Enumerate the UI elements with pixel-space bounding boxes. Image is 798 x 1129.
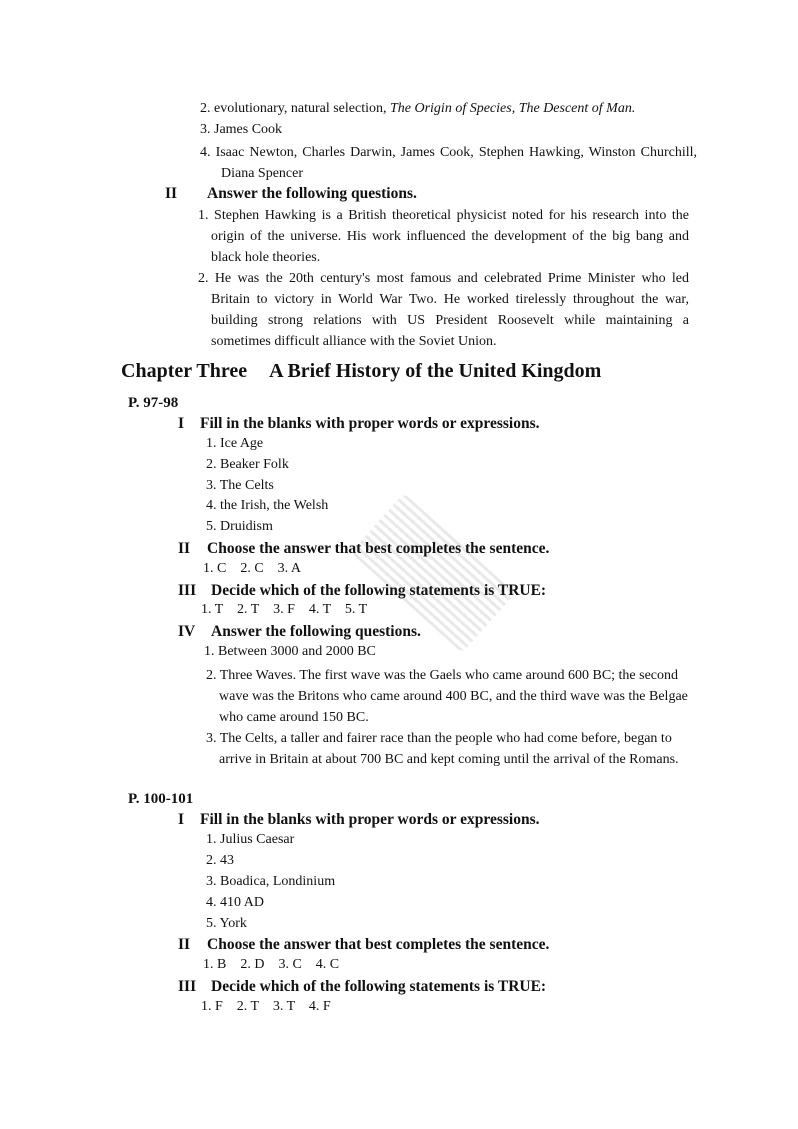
section-number: I	[178, 415, 185, 432]
list-item: 5. Druidism	[206, 519, 273, 534]
section-title: Choose the answer that best completes the sentence.	[207, 540, 550, 557]
list-item: 3. Boadica, Londinium	[206, 874, 336, 889]
page-reference: P. 100-101	[128, 791, 194, 807]
list-item: 1. Ice Age	[206, 436, 264, 451]
page-reference: P. 97-98	[128, 395, 179, 411]
list-item: 5. York	[206, 916, 247, 931]
list-item: 4. 410 AD	[206, 895, 264, 910]
section-number: II	[178, 540, 191, 557]
answer-key: 1. F 2. T 3. T 4. F	[201, 999, 331, 1014]
answer-text: 2. evolutionary, natural selection,	[200, 101, 390, 116]
list-item: 1. Julius Caesar	[206, 832, 295, 847]
section-heading	[178, 623, 421, 641]
list-item: 4. the Irish, the Welsh	[206, 498, 329, 513]
chapter-label: Chapter Three	[121, 360, 248, 382]
section-title: Choose the answer that best completes the sentence.	[207, 936, 550, 953]
answer-key: 1. C 2. C 3. A	[203, 561, 302, 576]
section-number: II	[165, 185, 178, 202]
section-number: IV	[178, 623, 196, 640]
section-title: Fill in the blanks with proper words or expressions.	[200, 811, 540, 828]
book-titles: The Origin of Species, The Descent of Man.	[389, 101, 636, 116]
answer-paragraph: 2. Three Waves. The first wave was the Gaels who came around 600 BC; the second wave was the Britons who came around 400 BC, and the third wave was the Belgae who came around 150 BC.	[206, 668, 688, 725]
list-item: 3. The Celts	[206, 478, 274, 493]
section-title: Decide which of the following statements is TRUE:	[211, 582, 547, 599]
answer-item	[200, 101, 635, 117]
chapter-title: A Brief History of the United Kingdom	[269, 360, 602, 382]
answer-paragraph: 3. The Celts, a taller and fairer race than the people who had come before, began to arrive in Britain at about 700 BC and kept coming until the arrival of the Romans.	[206, 731, 679, 767]
answer-item: 3. James Cook	[200, 122, 283, 137]
section-heading	[178, 936, 549, 954]
chapter-heading	[121, 360, 601, 383]
section-heading	[178, 415, 539, 433]
answer-key: 1. T 2. T 3. F 4. T 5. T	[201, 602, 368, 617]
answer-paragraph: 1. Stephen Hawking is a British theoretical physicist noted for his research into the origin of the universe. His work influenced the development of the big bang and black hole theories.	[198, 208, 689, 265]
section-title: Answer the following questions.	[211, 623, 421, 640]
section-heading	[165, 185, 417, 203]
list-item: 2. Beaker Folk	[206, 457, 289, 472]
answer-key: 1. B 2. D 3. C 4. C	[203, 957, 340, 972]
answer-item: 4. Isaac Newton, Charles Darwin, James Cook, Stephen Hawking, Winston Churchill, Diana Spencer	[200, 145, 697, 181]
list-item: 2. 43	[206, 853, 234, 868]
section-title: Answer the following questions.	[207, 185, 417, 202]
answer-paragraph: 1. Between 3000 and 2000 BC	[204, 644, 376, 659]
section-heading	[178, 811, 539, 829]
section-number: II	[178, 936, 191, 953]
answer-paragraph: 2. He was the 20th century's most famous and celebrated Prime Minister who led Britain to victory in World War Two. He worked tirelessly throughout the war, building strong relations with US President Roosevelt while maintaining a sometimes difficult alliance with the Soviet Union.	[198, 271, 689, 349]
section-title: Fill in the blanks with proper words or expressions.	[200, 415, 540, 432]
section-number: III	[178, 978, 197, 995]
section-title: Decide which of the following statements is TRUE:	[211, 978, 547, 995]
section-number: III	[178, 582, 197, 599]
section-heading	[178, 978, 546, 996]
section-number: I	[178, 811, 185, 828]
